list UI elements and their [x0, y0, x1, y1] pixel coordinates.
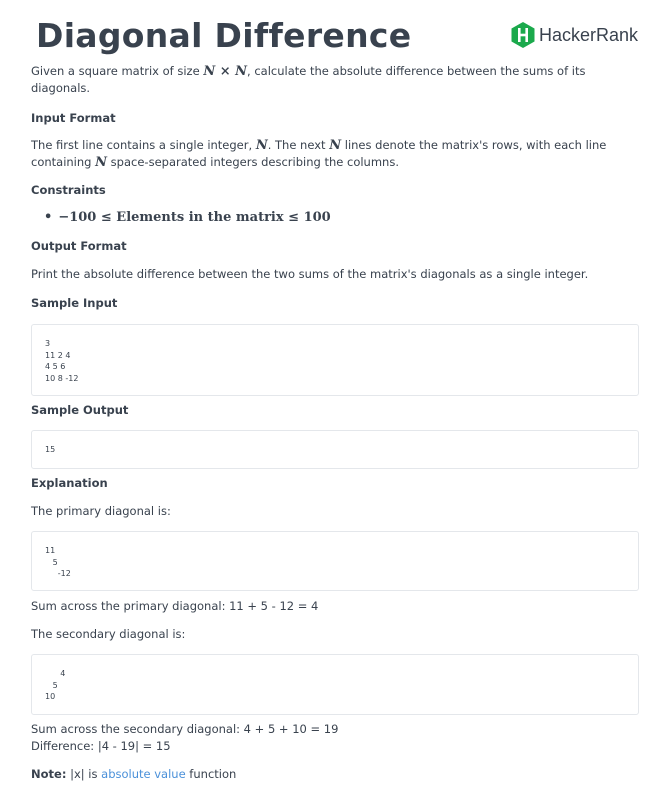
primary-diagonal-sum: Sum across the primary diagonal: 11 + 5 - 12 = 4	[31, 599, 319, 613]
sample-output-code: 15	[45, 445, 56, 454]
constraints-heading: Constraints	[31, 183, 106, 197]
primary-diagonal-block[interactable]	[31, 531, 639, 591]
hackerrank-logo[interactable]	[510, 21, 638, 49]
sample-output-heading: Sample Output	[31, 403, 129, 417]
secondary-diagonal-block[interactable]	[31, 654, 639, 715]
constraint-item: • −100 ≤ Elements in the matrix ≤ 100	[44, 210, 331, 225]
output-format-text: Print the absolute difference between the two sums of the matrix's diagonals as a single integer.	[31, 267, 589, 281]
absolute-value-link[interactable]: absolute value	[101, 767, 186, 781]
sample-input-code: 3 11 2 4 4 5 6 10 8 -12	[45, 339, 79, 383]
secondary-diagonal-intro: The secondary diagonal is:	[31, 627, 186, 641]
page-title: Diagonal Difference	[36, 16, 412, 55]
sample-output-block[interactable]	[31, 430, 639, 469]
intro-text: Given a square matrix of size N × N, calculate the absolute difference between the sums of its diagonals.	[31, 64, 586, 95]
note-text: Note: |x| is absolute value function	[31, 767, 237, 781]
sample-input-block[interactable]	[31, 324, 639, 396]
note-label: Note:	[31, 767, 67, 781]
explanation-heading: Explanation	[31, 476, 108, 490]
secondary-diagonal-code: 4 5 10	[45, 669, 66, 701]
output-format-heading: Output Format	[31, 239, 127, 253]
primary-diagonal-code: 11 5 -12	[45, 546, 71, 578]
hackerrank-logo-icon	[510, 21, 536, 49]
primary-diagonal-intro: The primary diagonal is:	[31, 504, 171, 518]
sample-input-heading: Sample Input	[31, 296, 118, 310]
input-format-heading: Input Format	[31, 111, 116, 125]
brand-name: HackerRank	[539, 24, 639, 45]
matrix-size-math: N × N	[203, 64, 248, 79]
input-format-text: The first line contains a single integer, N. The next N lines denote the matrix's rows, with each line containing N space-separated integers describing the columns.	[31, 138, 607, 170]
difference-text: Difference: |4 - 19| = 15	[31, 739, 171, 753]
secondary-diagonal-sum: Sum across the secondary diagonal: 4 + 5 + 10 = 19	[31, 722, 339, 736]
